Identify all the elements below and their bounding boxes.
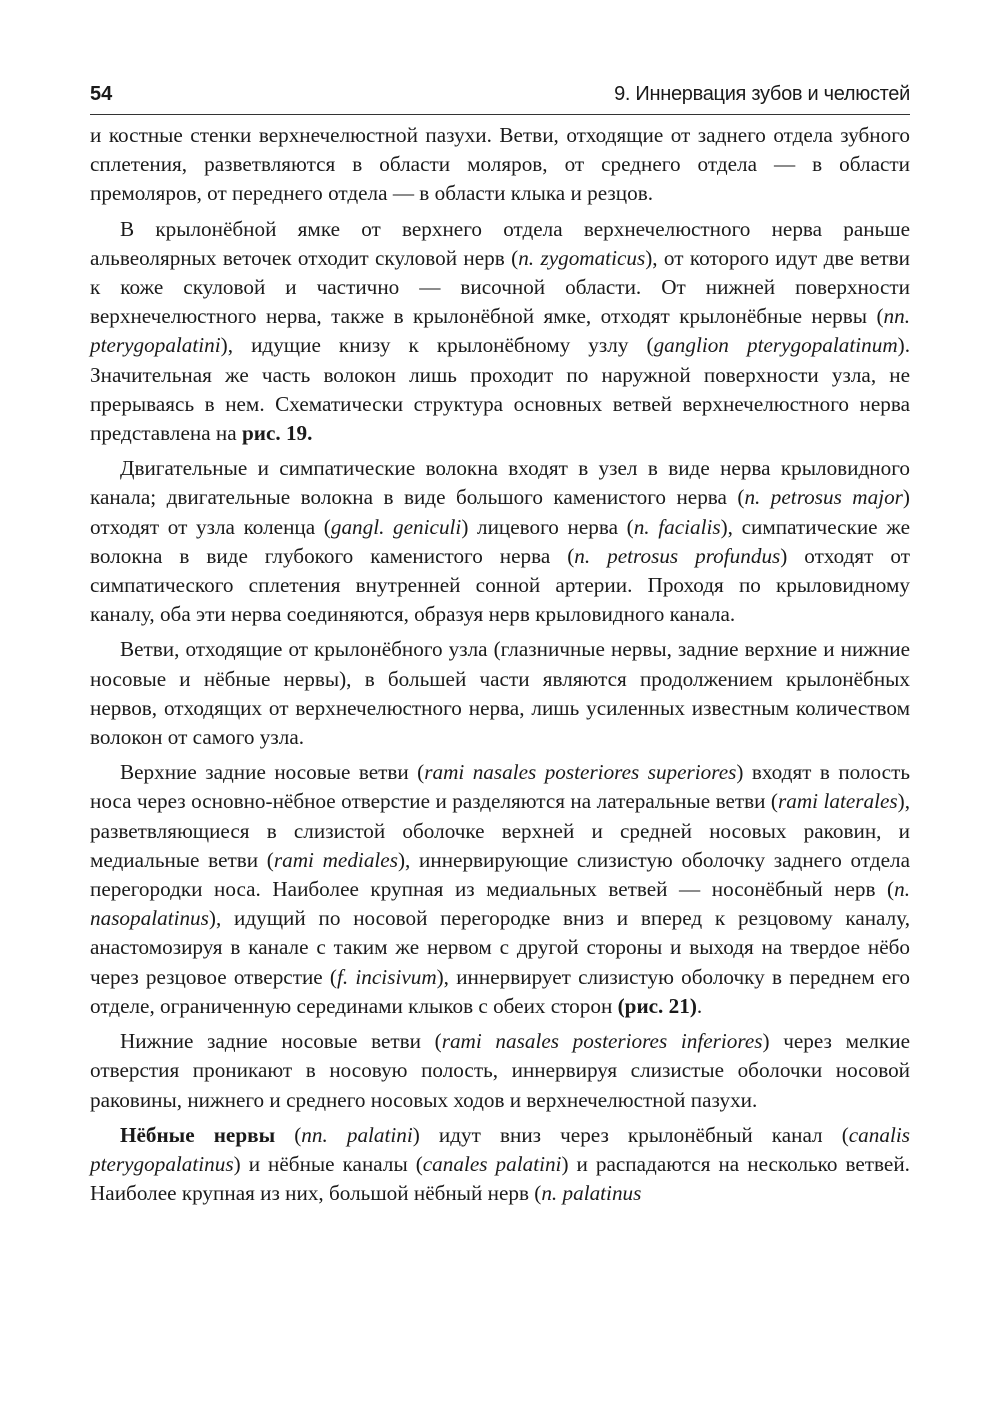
latin-term: n. palatinus xyxy=(541,1181,642,1206)
latin-term: nn. pterygopalatini xyxy=(90,304,910,358)
paragraph xyxy=(90,454,910,629)
text-span: ) лицевого нерва ( xyxy=(461,514,634,539)
book-page xyxy=(90,82,910,1214)
latin-term: rami nasales posteriores superiores xyxy=(424,760,737,785)
text-span: ), идущие книзу к крылонёбному узлу ( xyxy=(220,333,654,358)
text-span: ) отходят от симпатического сплетения внутренней сонной артерии. Проходя по крыловидному каналу, оба эти нерва соединяются, образуя нерв крыловидного канала. xyxy=(90,543,910,627)
page-number: 54 xyxy=(90,83,113,105)
latin-term: n. nasopalatinus xyxy=(90,877,910,931)
paragraph: и костные стенки верхнечелюстной пазухи. Ветви, отходящие от заднего отдела зубного сплетения, разветвляются в области моляров, от среднего отдела — в области премоляров, от переднего отдела — в области клыка и резцов. xyxy=(90,123,910,206)
text-span: ), идущий по носовой перегородке вниз и вперед к резцовому каналу, анастомозируя в канале с таким же нервом с другой стороны и выходя на твердое нёбо через резцовое отверстие ( xyxy=(90,906,910,989)
latin-term: n. petrosus profundus xyxy=(574,543,781,568)
latin-term: canales palatini xyxy=(422,1151,562,1176)
text-span: Верхние задние носовые ветви ( xyxy=(120,760,425,785)
body-text xyxy=(90,121,910,1208)
text-span: ). Значительная же часть волокон лишь проходит по наружной поверхности узла, не прерываясь в нем. Схематически структура основных ветвей верхнечелюстного нерва представлена на xyxy=(90,333,910,446)
paragraph: Ветви, отходящие от крылонёбного узла (глазничные нервы, задние верхние и нижние носовые и нёбные нервы), в большей части являются продолжением крылонёбных нервов, отходящих от верхнечелюстного нерва, лишь усиленных известным количеством волокон от самого узла. xyxy=(90,637,910,750)
paragraph xyxy=(90,758,910,1021)
latin-term: f. incisivum xyxy=(337,964,437,989)
latin-term: n. petrosus major xyxy=(744,485,903,510)
chapter-title: 9. Иннервация зубов и челюстей xyxy=(614,83,910,105)
text-span: ), симпатические же волокна в виде глубокого каменистого нерва ( xyxy=(90,514,910,568)
text-span: Двигательные и симпатические волокна входят в узел в виде нерва крыловидного канала; двигательные волокна в виде большого каменистого нерва ( xyxy=(90,456,910,510)
paragraph xyxy=(90,1027,910,1115)
latin-term: gangl. geniculi xyxy=(330,514,462,539)
text-span: ), от которого идут две ветви к коже скуловой и частично — височной области. От нижней поверхности верхнечелюстного нерва, также в крылонёбной ямке, отходят крылонёбные нервы ( xyxy=(90,245,910,329)
text-span: ( xyxy=(275,1122,302,1147)
text-span: ) через мелкие отверстия проникают в носовую полость, иннервируя слизистые оболочки носовой раковины, нижнего и среднего носовых ходов и верхнечелюстной пазухи. xyxy=(90,1029,910,1112)
latin-term: rami nasales posteriores inferiores xyxy=(441,1029,763,1054)
latin-term: canalis pterygopalatinus xyxy=(90,1122,910,1176)
text-span: ) и распадаются на несколько ветвей. Наиболее крупная из них, большой нёбный нерв ( xyxy=(90,1151,910,1206)
text-span: ), разветвляющиеся в слизистой оболочке верхней и средней носовых раковин, и медиальные ветви ( xyxy=(90,789,910,872)
latin-term: ganglion pterygopalatinum xyxy=(653,333,898,358)
latin-term: nn. palatini xyxy=(301,1122,413,1147)
latin-term: rami mediales xyxy=(273,847,398,872)
text-span: ) идут вниз через крылонёбный канал ( xyxy=(412,1122,849,1147)
text-span: ), иннервирующие слизистую оболочку заднего отдела перегородки носа. Наиболее крупная из медиальных ветвей — носонёбный нерв ( xyxy=(90,847,911,902)
text-span: Нижние задние носовые ветви ( xyxy=(120,1029,442,1054)
latin-term: n. facialis xyxy=(633,514,721,539)
text-span: ), иннервирует слизистую оболочку в переднем его отделе, ограниченную серединами клыков с обеих сторон xyxy=(90,964,910,1018)
latin-term: n. zygomaticus xyxy=(518,245,646,270)
running-header xyxy=(90,82,910,115)
figure-reference: (рис. 21) xyxy=(617,993,697,1018)
text-span: ) входят в полость носа через основно-нёбное отверстие и разделяются на латеральные ветви ( xyxy=(90,760,910,814)
latin-term: rami laterales xyxy=(778,789,898,814)
text-span: . xyxy=(696,993,703,1018)
paragraph xyxy=(90,215,910,449)
bold-term: Нёбные нервы xyxy=(120,1122,276,1147)
text-span: ) и нёбные каналы ( xyxy=(233,1151,423,1176)
text-span: В крылонёбной ямке от верхнего отдела верхнечелюстного нерва раньше альвеолярных веточек отходит скуловой нерв ( xyxy=(90,216,910,270)
text-span: ) отходят от узла коленца ( xyxy=(90,485,910,539)
figure-reference: рис. 19. xyxy=(241,421,313,446)
paragraph xyxy=(90,1121,910,1209)
